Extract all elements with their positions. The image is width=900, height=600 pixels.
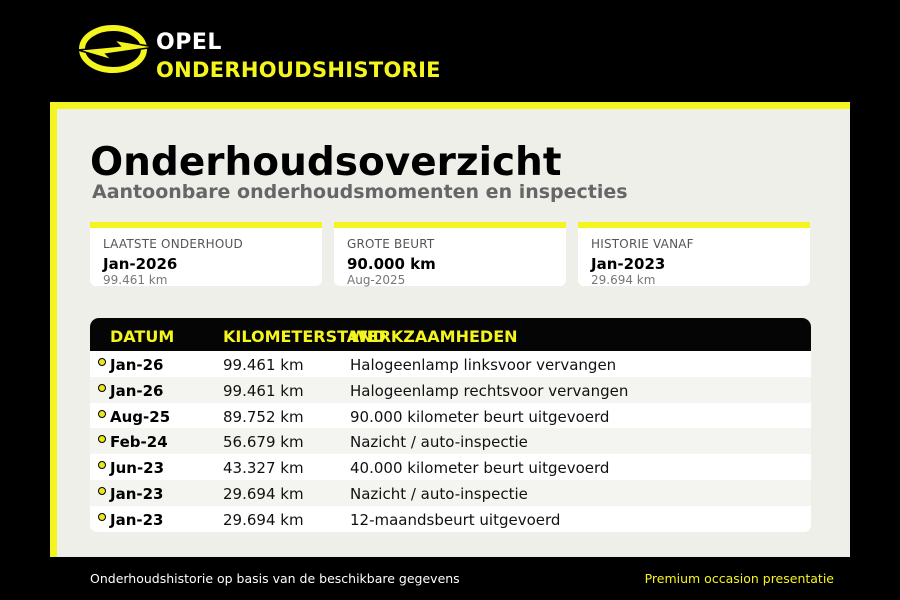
card-sub: 29.694 km — [591, 273, 656, 287]
table-row — [90, 351, 811, 377]
row-km: 89.752 km — [223, 407, 304, 426]
row-date: Jan-23 — [110, 510, 164, 529]
bullet-dot-icon — [98, 487, 106, 495]
card-last-service — [90, 222, 322, 286]
row-work: Halogeenlamp linksvoor vervangen — [350, 356, 617, 374]
row-km: 56.679 km — [223, 433, 304, 452]
row-km: 99.461 km — [223, 356, 304, 374]
card-value: 90.000 km — [347, 255, 436, 273]
bullet-dot-icon — [98, 384, 106, 392]
card-value: Jan-2023 — [591, 255, 666, 273]
card-value: Jan-2026 — [103, 255, 178, 273]
bullet-dot-icon — [98, 461, 106, 469]
row-date: Jun-23 — [110, 459, 165, 478]
header-work: WERKZAAMHEDEN — [350, 327, 518, 346]
table-row — [90, 454, 811, 480]
footer-note: Onderhoudshistorie op basis van de beschikbare gegevens — [90, 571, 460, 586]
bullet-dot-icon — [98, 513, 106, 521]
row-work: 40.000 kilometer beurt uitgevoerd — [350, 459, 610, 478]
card-history-since — [578, 222, 810, 286]
row-work: Halogeenlamp rechtsvoor vervangen — [350, 381, 629, 400]
table-row — [90, 377, 811, 403]
table-body — [90, 351, 811, 532]
row-work: Nazicht / auto-inspectie — [350, 433, 528, 452]
table-row — [90, 506, 811, 532]
table-header — [90, 318, 811, 351]
footer-tagline: Premium occasion presentatie — [644, 571, 834, 586]
brand-subtitle: ONDERHOUDSHISTORIE — [156, 58, 441, 82]
row-km: 99.461 km — [223, 381, 304, 400]
card-sub: 99.461 km — [103, 273, 168, 287]
row-date: Feb-24 — [110, 433, 168, 452]
card-major-service — [334, 222, 566, 286]
opel-lightning-logo-icon — [76, 20, 156, 80]
card-label: GROTE BEURT — [347, 237, 435, 251]
page-title: Onderhoudsoverzicht — [90, 140, 562, 185]
table-row — [90, 480, 811, 506]
row-km: 29.694 km — [223, 484, 304, 503]
header-date: DATUM — [110, 327, 175, 346]
header-km: KILOMETERSTAND — [223, 327, 386, 346]
card-label: HISTORIE VANAF — [591, 237, 694, 251]
row-work: 90.000 kilometer beurt uitgevoerd — [350, 407, 610, 426]
row-km: 43.327 km — [223, 459, 304, 478]
row-date: Jan-26 — [110, 381, 164, 400]
row-date: Jan-23 — [110, 484, 164, 503]
bullet-dot-icon — [98, 435, 106, 443]
table-row — [90, 428, 811, 454]
row-work: 12-maandsbeurt uitgevoerd — [350, 510, 561, 529]
row-date: Jan-26 — [110, 356, 164, 374]
row-work: Nazicht / auto-inspectie — [350, 484, 528, 503]
table-row — [90, 403, 811, 429]
bullet-dot-icon — [98, 358, 106, 366]
page-subtitle: Aantoonbare onderhoudsmomenten en inspecties — [92, 181, 628, 203]
row-date: Aug-25 — [110, 407, 171, 426]
card-sub: Aug-2025 — [347, 273, 406, 287]
card-label: LAATSTE ONDERHOUD — [103, 237, 243, 251]
brand-name: OPEL — [156, 30, 222, 55]
row-km: 29.694 km — [223, 510, 304, 529]
maintenance-table — [90, 318, 811, 532]
bullet-dot-icon — [98, 410, 106, 418]
